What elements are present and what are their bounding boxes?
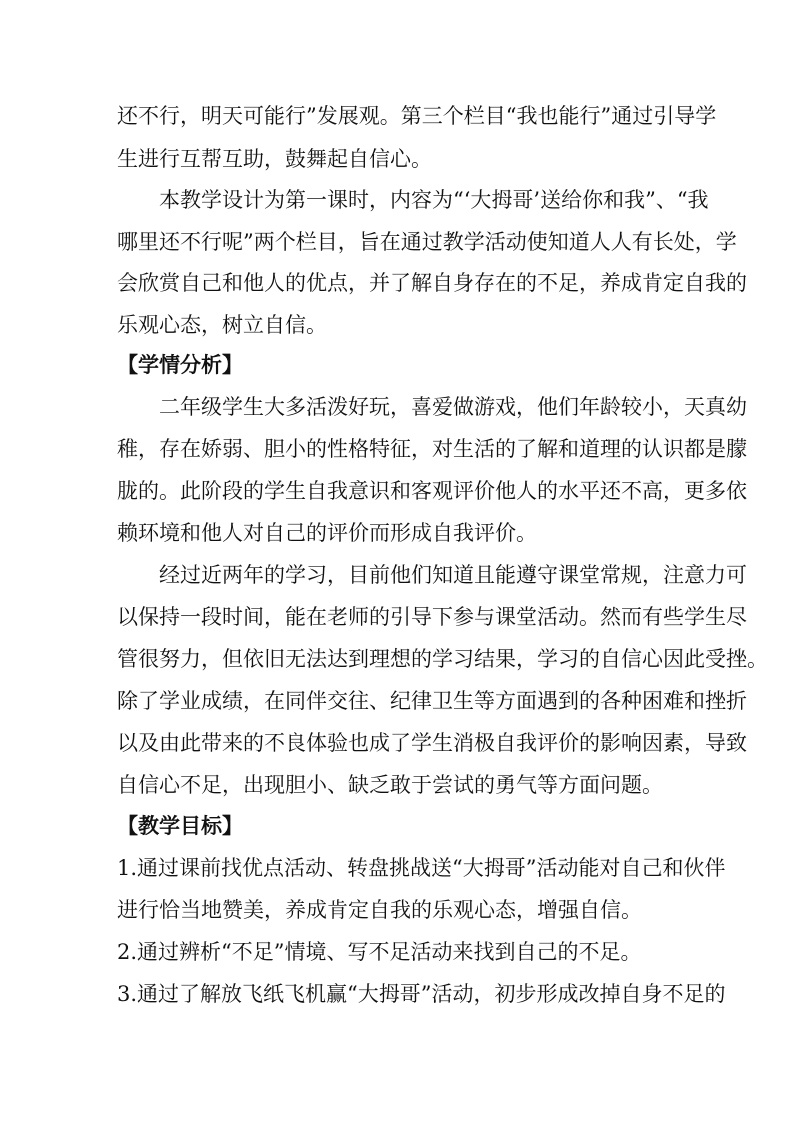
paragraph-4-line-2: 以保持一段时间，能在老师的引导下参与课堂活动。然而有些学生尽 — [117, 605, 747, 629]
paragraph-3-line-2: 稚，存在娇弱、胆小的性格特征，对生活的了解和道理的认识都是朦 — [117, 437, 747, 461]
paragraph-2-line-1: 本教学设计为第一课时，内容为“‘大拇哥’送给你和我”、“我 — [159, 188, 709, 212]
paragraph-4-line-5: 以及由此带来的不良体验也成了学生消极自我评价的影响因素，导致 — [117, 731, 747, 755]
paragraph-3-line-4: 赖环境和他人对自己的评价而形成自我评价。 — [117, 521, 537, 545]
paragraph-4-line-6: 自信心不足，出现胆小、缺乏敢于尝试的勇气等方面问题。 — [117, 773, 663, 797]
paragraph-4-line-3: 管很努力，但依旧无法达到理想的学习结果，学习的自信心因此受挫。 — [117, 647, 768, 671]
paragraph-2-line-2: 哪里还不行呢”两个栏目，旨在通过教学活动使知道人人有长处，学 — [117, 230, 737, 254]
section-heading-teaching-goals: 【教学目标】 — [117, 813, 243, 838]
paragraph-1-line-1: 还不行，明天可能行”发展观。第三个栏目“我也能行”通过引导学 — [117, 104, 717, 128]
goal-2-line-1: 2.通过辨析“不足”情境、写不足活动来找到自己的不足。 — [117, 940, 642, 964]
paragraph-4-line-4: 除了学业成绩，在同伴交往、纪律卫生等方面遇到的各种困难和挫折 — [117, 689, 747, 713]
paragraph-2-line-4: 乐观心态，树立自信。 — [117, 313, 327, 337]
paragraph-1-line-2: 生进行互帮互助，鼓舞起自信心。 — [117, 147, 432, 171]
paragraph-3-line-1: 二年级学生大多活泼好玩，喜爱做游戏，他们年龄较小，天真幼 — [159, 395, 747, 419]
section-heading-learning-analysis: 【学情分析】 — [117, 352, 243, 377]
paragraph-2-line-3: 会欣赏自己和他人的优点，并了解自身存在的不足，养成肯定自我的 — [117, 271, 747, 295]
goal-3-line-1: 3.通过了解放飞纸飞机赢“大拇哥”活动，初步形成改掉自身不足的 — [117, 982, 726, 1006]
paragraph-4-line-1: 经过近两年的学习，目前他们知道且能遵守课堂常规，注意力可 — [159, 563, 747, 587]
goal-1-line-1: 1.通过课前找优点活动、转盘挑战送“大拇哥”活动能对自己和伙伴 — [117, 856, 726, 880]
goal-1-line-2: 进行恰当地赞美，养成肯定自我的乐观心态，增强自信。 — [117, 898, 642, 922]
paragraph-3-line-3: 胧的。此阶段的学生自我意识和客观评价他人的水平还不高，更多依 — [117, 479, 747, 503]
